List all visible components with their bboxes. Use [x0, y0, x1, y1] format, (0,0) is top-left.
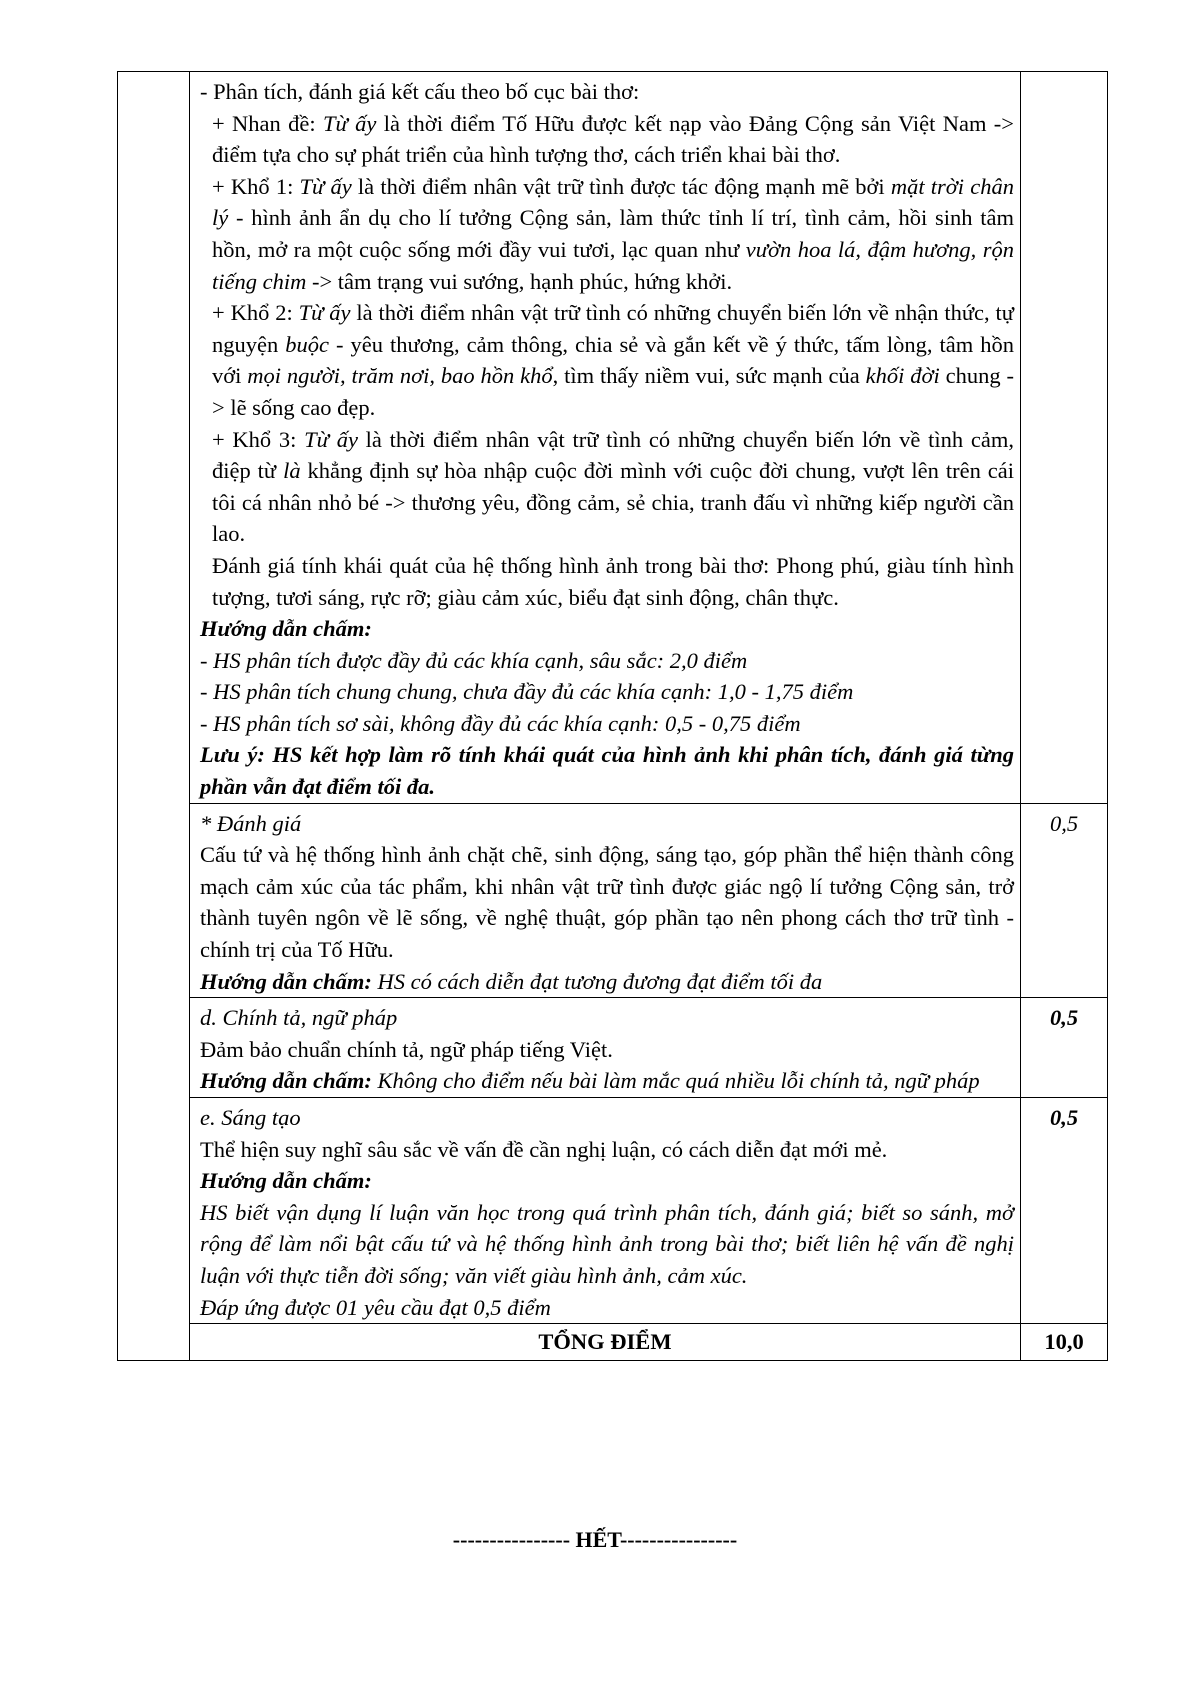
score-value: 0,5	[1049, 1005, 1079, 1031]
text-segment: là thời điểm Tố Hữu được kết nạp vào Đảng Cộng sản Việt Nam -> điểm tựa cho sự phát triển của hình tượng thơ, cách triển khai bài thơ.	[212, 110, 1014, 168]
text-line	[200, 424, 1014, 550]
text-line	[200, 76, 1014, 108]
text-segment: mọi người, trăm nơi, bao hồn khổ	[247, 363, 553, 389]
text-segment: - Phân tích, đánh giá kết cấu theo bố cục bài thơ:	[200, 79, 640, 104]
text-segment: là thời điểm nhân vật trữ tình được tác động mạnh mẽ bởi	[351, 173, 891, 199]
text-segment: Đánh giá tính khái quát của hệ thống hình ảnh trong bài thơ: Phong phú, giàu tính hình tượng, tươi sáng, rực rỡ; giàu cảm xúc, biểu đạt sinh động, chân thực.	[212, 552, 1014, 610]
score-value: 0,5	[1049, 810, 1079, 836]
score-value: 0,5	[1049, 1105, 1079, 1130]
text-segment: Hướng dẫn chấm:	[200, 1168, 372, 1194]
text-line	[200, 1197, 1014, 1292]
text-segment: - HS phân tích được đầy đủ các khía cạnh, sâu sắc: 2,0 điểm	[200, 647, 748, 673]
table-row	[118, 72, 1108, 804]
score-cell	[1021, 998, 1108, 1098]
text-line	[200, 1002, 1014, 1034]
text-segment: là thời điểm nhân vật trữ tình có những chuyển biến lớn về nhận thức, tự nguyện	[212, 300, 1015, 357]
left-blank-column	[118, 72, 190, 1361]
text-segment: Từ ấy	[298, 300, 351, 326]
text-segment: Từ ấy	[304, 426, 358, 452]
text-segment: HS biết vận dụng lí luận văn học trong quá trình phân tích, đánh giá; biết so sánh, mở rộng để làm nổi bật cấu tứ và hệ thống hình ảnh trong bài thơ; biết liên hệ vấn đề nghị luận với thực tiễn đời sống; văn viết giàu hình ảnh, cảm xúc.	[200, 1199, 1014, 1288]
text-segment: d. Chính tả, ngữ pháp	[200, 1005, 398, 1031]
content-cell	[190, 998, 1021, 1098]
text-segment: Từ ấy	[322, 110, 377, 136]
total-score: 10,0	[1021, 1324, 1108, 1361]
text-segment: Hướng dẫn chấm:	[200, 616, 372, 642]
score-cell	[1021, 803, 1108, 998]
text-line	[200, 1134, 1014, 1166]
text-segment: Hướng dẫn chấm:	[200, 1068, 372, 1094]
text-segment: Đáp ứng được 01 yêu cầu đạt 0,5 điểm	[200, 1294, 551, 1320]
grading-table	[117, 71, 1108, 1361]
text-segment: + Khổ 1:	[212, 173, 300, 199]
text-segment: Lưu ý: HS kết hợp làm rõ tính khái quát của hình ảnh khi phân tích, đánh giá từng phần vẫn đạt điểm tối đa.	[200, 742, 1014, 800]
score-cell	[1021, 1098, 1108, 1324]
text-segment: + Khổ 2:	[212, 300, 299, 326]
table-row	[118, 1098, 1108, 1324]
text-line	[200, 1102, 1014, 1134]
text-segment: Không cho điểm nếu bài làm mắc quá nhiều lỗi chính tả, ngữ pháp	[371, 1068, 980, 1094]
text-line	[200, 966, 1014, 998]
table-row	[118, 998, 1108, 1098]
text-segment: Thể hiện suy nghĩ sâu sắc về vấn đề cần nghị luận, có cách diễn đạt mới mẻ.	[200, 1136, 888, 1162]
score-cell	[1021, 72, 1108, 804]
text-segment: HS có cách diễn đạt tương đương đạt điểm tối đa	[371, 968, 823, 994]
text-line	[200, 708, 1014, 740]
text-segment: e. Sáng tạo	[200, 1105, 301, 1130]
text-segment: Từ ấy	[299, 173, 352, 199]
text-segment: vườn hoa lá, đậm hương, rộn tiếng chim	[212, 236, 1014, 294]
text-line	[200, 108, 1014, 171]
text-segment: là thời điểm nhân vật trữ tình có những chuyển biến lớn về tình cảm, điệp từ	[212, 426, 1014, 484]
end-marker: ---------------- HẾT----------------	[452, 1527, 738, 1552]
text-segment: - hình ảnh ẩn dụ cho lí tưởng Cộng sản, làm thức tỉnh lí trí, tình cảm, hồi sinh tâm hồn, mở ra một cuộc sống mới đầy vui tươi, lạc quan như	[212, 205, 1014, 262]
text-segment: là	[283, 458, 301, 484]
text-line	[200, 1034, 1014, 1066]
text-segment: Đảm bảo chuẩn chính tả, ngữ pháp tiếng Việt.	[200, 1036, 613, 1062]
text-segment: Cấu tứ và hệ thống hình ảnh chặt chẽ, sinh động, sáng tạo, góp phần thể hiện thành công mạch cảm xúc của tác phẩm, khi nhân vật trữ tình được giác ngộ lí tưởng Cộng sản, trở thành tuyên ngôn về lẽ sống, về nghệ thuật, góp phần tạo nên phong cách thơ trữ tình - chính trị của Tố Hữu.	[200, 842, 1014, 963]
content-cell	[190, 72, 1021, 804]
text-segment: + Khổ 3:	[212, 426, 305, 452]
text-segment: - yêu thương, cảm thông, chia sẻ và gắn kết về ý thức, tấm lòng, tâm hồn với	[212, 331, 1014, 389]
text-line	[200, 839, 1014, 965]
text-line	[200, 171, 1014, 297]
text-line	[200, 1292, 1014, 1324]
table-row	[118, 803, 1108, 998]
total-row	[118, 1324, 1108, 1361]
text-line	[200, 550, 1014, 613]
text-line	[200, 1065, 1014, 1097]
text-segment: Hướng dẫn chấm:	[200, 968, 372, 994]
text-line	[200, 808, 1014, 840]
text-segment: - HS phân tích chung chung, chưa đầy đủ các khía cạnh: 1,0 - 1,75 điểm	[200, 679, 854, 705]
text-segment: buộc	[285, 331, 329, 357]
text-line	[200, 1165, 1014, 1197]
text-segment: + Nhan đề:	[212, 110, 323, 136]
text-line	[200, 645, 1014, 677]
content-cell	[190, 1098, 1021, 1324]
text-segment: , tìm thấy niềm vui, sức mạnh của	[552, 363, 866, 389]
text-segment: khẳng định sự hòa nhập cuộc đời mình với cuộc đời chung, vượt lên trên cái tôi cá nhân nhỏ bé -> thương yêu, đồng cảm, sẻ chia, tranh đấu vì những kiếp người cần lao.	[212, 458, 1014, 547]
text-segment: mặt trời chân lý	[212, 173, 1014, 231]
text-segment: -> tâm trạng vui sướng, hạnh phúc, hứng khởi.	[306, 268, 733, 294]
text-line	[200, 297, 1014, 423]
text-segment: chung -> lẽ sống cao đẹp.	[212, 363, 1014, 420]
text-line	[200, 739, 1014, 802]
content-cell	[190, 803, 1021, 998]
text-line	[200, 613, 1014, 645]
text-segment: - HS phân tích sơ sài, không đầy đủ các khía cạnh: 0,5 - 0,75 điểm	[200, 710, 801, 736]
text-segment: * Đánh giá	[200, 810, 302, 836]
text-segment: khối đời	[865, 363, 940, 389]
text-line	[200, 676, 1014, 708]
score-value	[1021, 72, 1107, 76]
total-label: TỔNG ĐIỂM	[190, 1324, 1021, 1361]
